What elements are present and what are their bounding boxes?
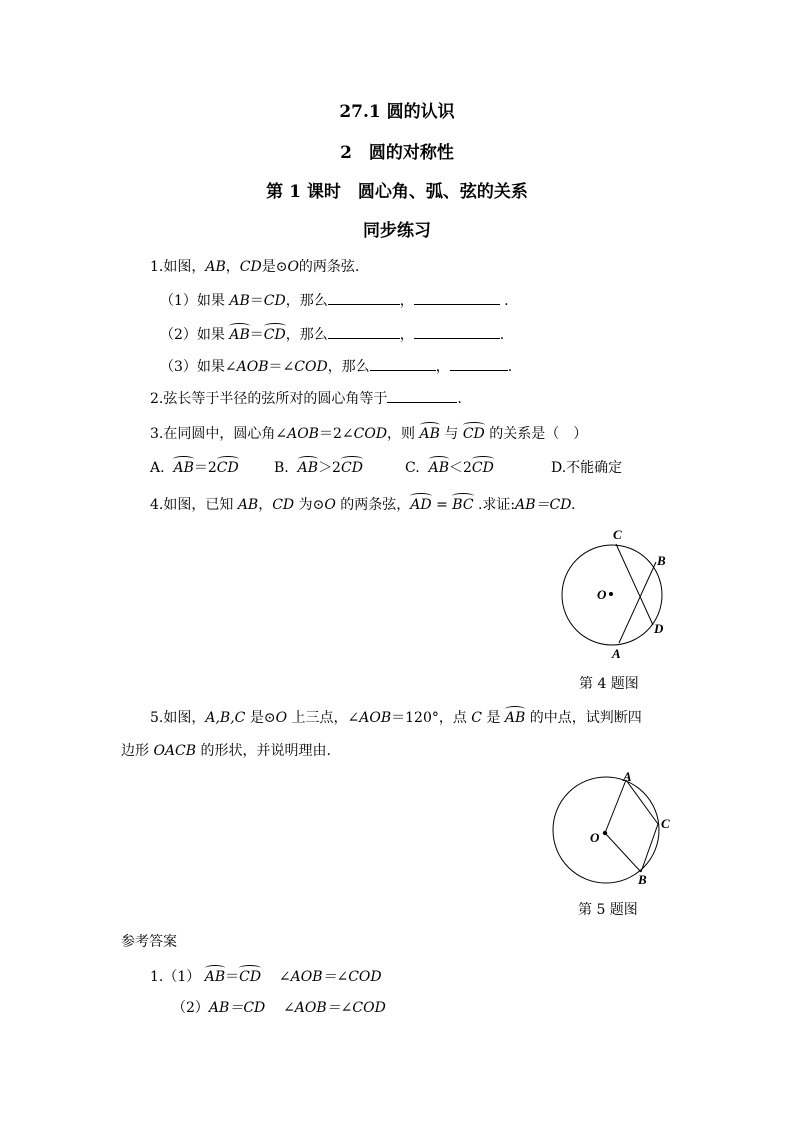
question-1-stem: 1.如图，AB，CD是⊙O的两条弦.: [150, 259, 360, 275]
question-5-line-2: 边形 OACB 的形状，并说明理由.: [121, 743, 331, 759]
answer-blank[interactable]: [328, 290, 400, 305]
question-3-option-c: C. AB＜2CD: [405, 460, 494, 476]
point-label-a: A: [612, 646, 621, 661]
subsection-title: 2 圆的对称性: [340, 143, 454, 163]
chord-ab: [619, 562, 656, 643]
point-label-o: O: [590, 830, 600, 845]
point-label-c: C: [661, 816, 670, 831]
arc-cd: CD: [263, 327, 286, 343]
point-label-a: A: [623, 769, 632, 784]
figure-5-circle: [540, 766, 680, 894]
question-4-stem: 4.如图，已知 AB，CD 为⊙O 的两条弦，AD = BC .求证:AB＝CD.: [150, 497, 576, 513]
answer-blank[interactable]: [370, 356, 436, 371]
question-2: 2.弦长等于半径的弦所对的圆心角等于 .: [150, 388, 462, 408]
segment-ob: [605, 833, 641, 872]
point-label-c: C: [613, 527, 622, 542]
answer-1-part-2: （2）AB＝CD ∠AOB＝∠COD: [172, 1000, 386, 1016]
segment-oa: [605, 780, 626, 833]
arc-bc: BC: [452, 497, 474, 513]
arc-ad: AD: [410, 497, 432, 513]
point-label-o: O: [597, 587, 607, 602]
point-label-b: B: [638, 872, 647, 887]
answers-heading: 参考答案: [121, 934, 177, 950]
center-point: [609, 592, 613, 596]
point-label-d: D: [654, 621, 664, 636]
arc-cd: CD: [462, 426, 485, 442]
center-point: [603, 831, 607, 835]
point-label-b: B: [657, 553, 666, 568]
question-5-line-1: 5.如图，A,B,C 是⊙O 上三点，∠AOB＝120°，点 C 是 AB 的中点，试判断四: [150, 710, 642, 726]
question-1-part-1: （1）如果 AB＝CD，那么 ， .: [160, 290, 509, 310]
answer-1-part-1: 1.（1） AB＝CD ∠AOB＝∠COD: [150, 969, 382, 985]
answer-blank[interactable]: [450, 356, 508, 371]
practice-title: 同步练习: [363, 221, 431, 241]
figure-4-caption: 第 4 题图: [579, 676, 639, 692]
figure-4-circle: [550, 522, 680, 664]
question-1-part-2: （2）如果 AB＝CD，那么 ， .: [160, 324, 504, 344]
question-3-stem: 3.在同圆中，圆心角∠AOB＝2∠COD，则 AB 与 CD 的关系是（ ）: [150, 426, 588, 442]
question-3-option-d: D.不能确定: [551, 460, 623, 476]
answer-blank[interactable]: [387, 388, 457, 403]
segment-ac: [626, 780, 658, 824]
question-3-option-a: A. AB＝2CD: [150, 460, 239, 476]
answer-blank[interactable]: [328, 324, 400, 339]
lesson-title: 第 1 课时 圆心角、弧、弦的关系: [266, 182, 528, 202]
arc-ab: AB: [229, 327, 250, 343]
answer-blank[interactable]: [414, 290, 500, 305]
question-3-option-b: B. AB＞2CD: [274, 460, 363, 476]
arc-ab: AB: [419, 426, 440, 442]
chord-cd: [616, 544, 653, 625]
figure-5-caption: 第 5 题图: [578, 902, 638, 918]
question-1-part-3: （3）如果∠AOB＝∠COD，那么 ， .: [160, 356, 512, 376]
section-title: 27.1 圆的认识: [339, 102, 455, 122]
arc-ab: AB: [504, 710, 526, 726]
answer-blank[interactable]: [414, 324, 500, 339]
